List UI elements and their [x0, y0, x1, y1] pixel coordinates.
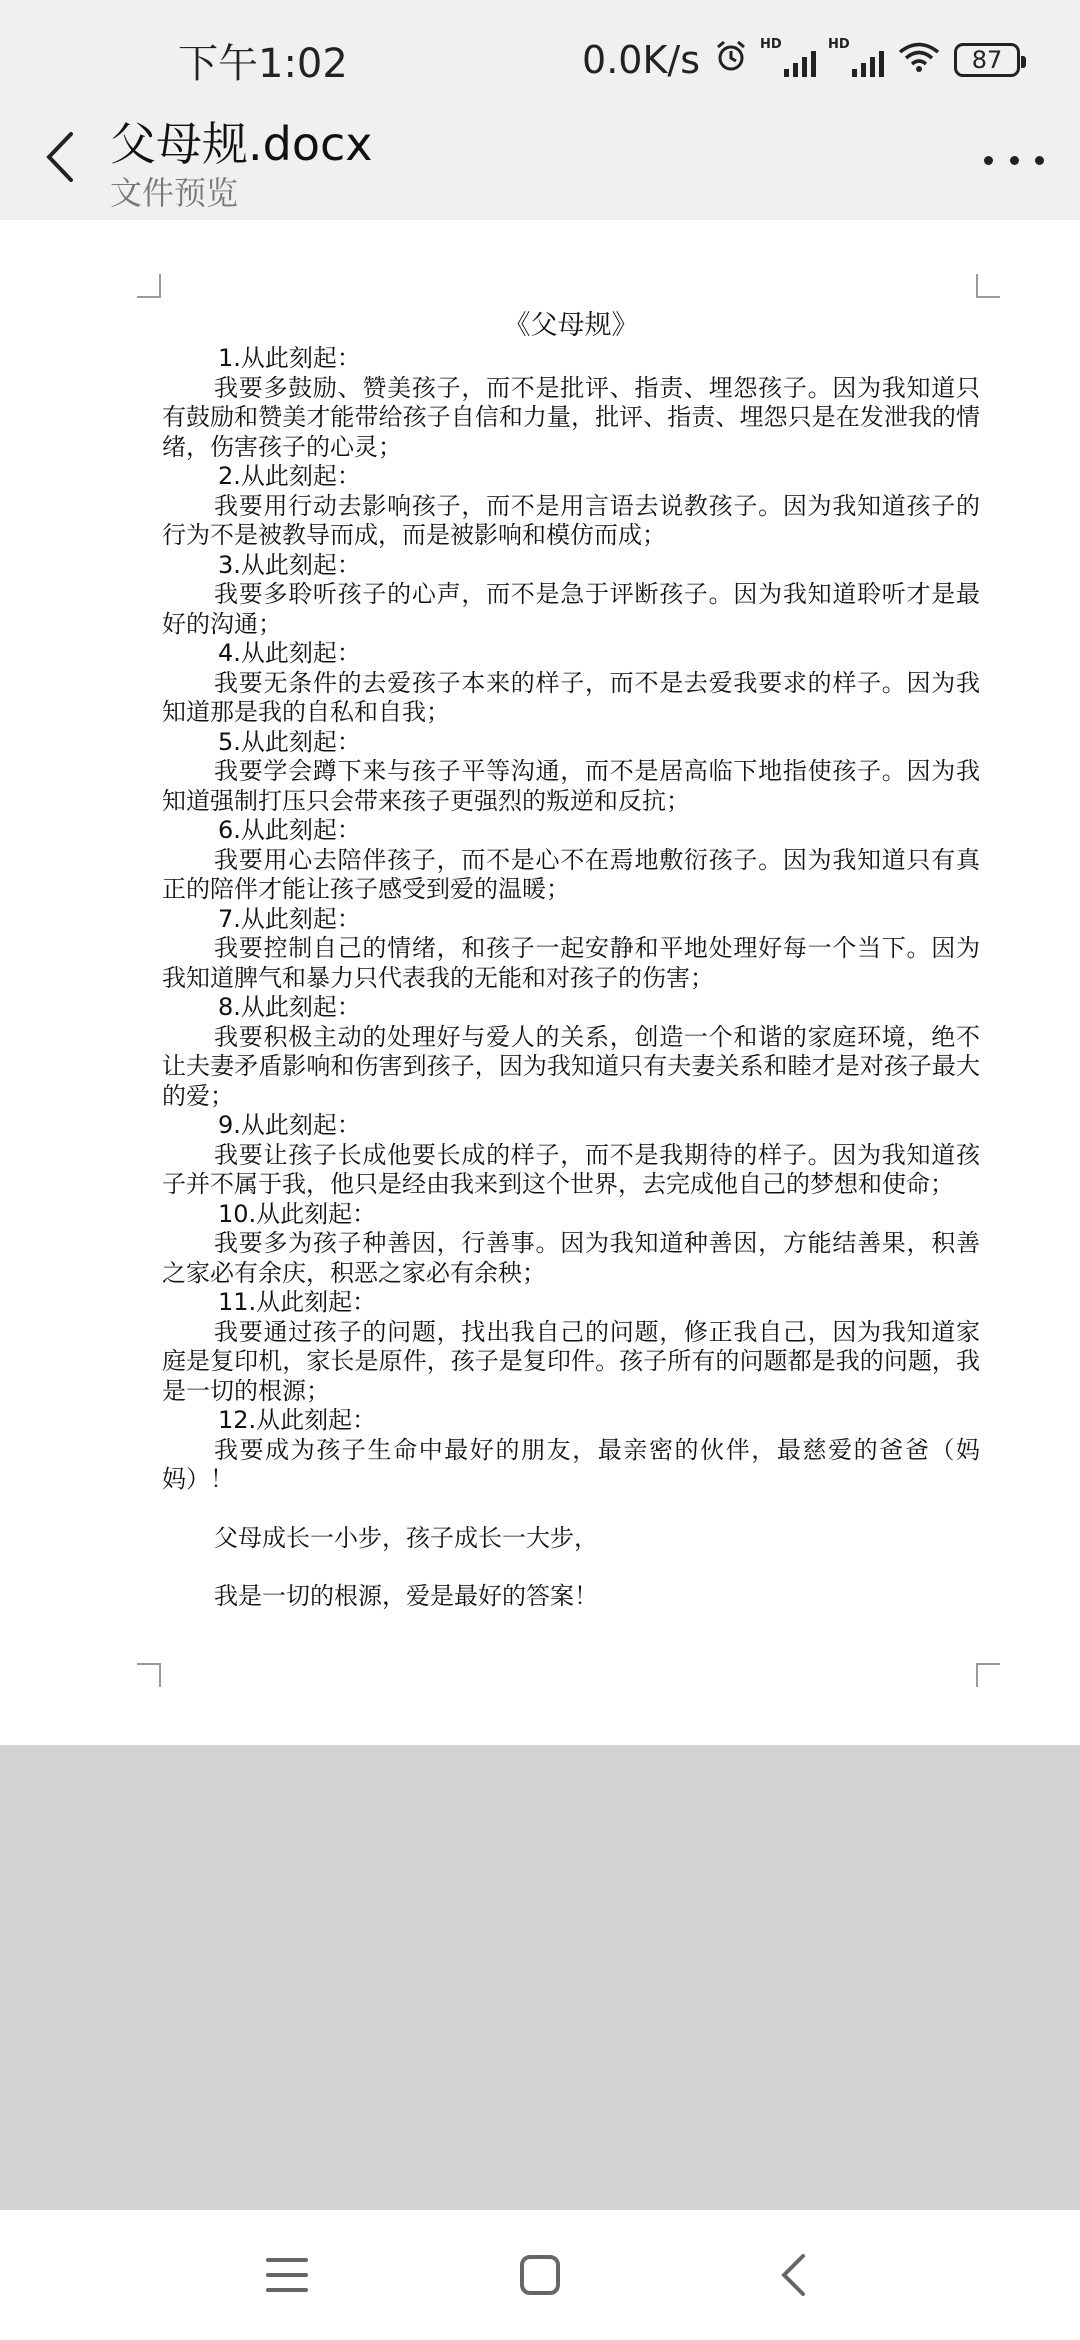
menu-button[interactable] [247, 2235, 327, 2315]
section-body: 我要用心去陪伴孩子，而不是心不在焉地敷衍孩子。因为我知道只有真正的陪伴才能让孩子感受到爱的温暖； [162, 845, 980, 903]
wifi-icon [898, 38, 940, 82]
nav-back-button[interactable] [753, 2235, 833, 2315]
section-heading: 3.从此刻起： [218, 550, 361, 579]
section-body: 我要积极主动的处理好与爱人的关系，创造一个和谐的家庭环境，绝不让夫妻矛盾影响和伤害到孩子，因为我知道只有夫妻关系和睦才是对孩子最大的爱； [162, 1022, 980, 1110]
hd-signal-icon: HD [830, 43, 884, 77]
section-heading: 6.从此刻起： [218, 816, 361, 844]
section-heading: 11.从此刻起： [218, 1288, 377, 1316]
document-title: 《父母规》 [503, 310, 639, 341]
section-heading: 9.从此刻起： [218, 1111, 361, 1139]
section-body: 我要多鼓励、赞美孩子，而不是批评、指责、埋怨孩子。因为我知道只有鼓励和赞美才能带给孩子自信和力量，批评、指责、埋怨只是在发泄我的情绪，伤害孩子的心灵； [162, 373, 980, 461]
menu-icon [265, 2255, 309, 2295]
section-body: 我要多为孩子种善因，行善事。因为我知道种善因，方能结善果，积善之家必有余庆，积恶之家必有余秧； [162, 1229, 980, 1287]
section-heading: 8.从此刻起： [218, 993, 361, 1021]
document-preview[interactable] [0, 220, 1080, 1745]
home-button[interactable] [500, 2235, 580, 2315]
section-body: 我要多聆听孩子的心声，而不是急于评断孩子。因为我知道聆听才是最好的沟通； [162, 580, 980, 638]
status-icons [582, 38, 1020, 82]
status-time: 下午1:02 [178, 40, 348, 87]
page-corner-mark [976, 274, 1000, 298]
section-body: 我要学会蹲下来与孩子平等沟通，而不是居高临下地指使孩子。因为我知道强制打压只会带来孩子更强烈的叛逆和反抗； [162, 757, 980, 815]
hd-signal-icon: HD [762, 43, 816, 77]
document-content [162, 308, 980, 1612]
back-icon [778, 2252, 808, 2298]
section-heading: 4.从此刻起： [218, 639, 361, 667]
home-square-icon [518, 2253, 562, 2297]
section-heading: 1.从此刻起： [218, 344, 361, 372]
section-body: 我要让孩子长成他要长成的样子，而不是我期待的样子。因为我知道孩子并不属于我，他只是经由我来到这个世界，去完成他自己的梦想和使命； [162, 1140, 980, 1198]
closing-line: 父母成长一小步，孩子成长一大步， [214, 1523, 598, 1552]
app-bar [0, 100, 1080, 220]
section-heading: 12.从此刻起： [218, 1406, 377, 1434]
alarm-icon [714, 38, 748, 82]
page-corner-mark [976, 1663, 1000, 1687]
chevron-left-icon [43, 130, 77, 184]
page-corner-mark [137, 274, 161, 298]
section-heading: 10.从此刻起： [218, 1199, 377, 1228]
system-nav-bar [0, 2210, 1080, 2340]
section-heading: 7.从此刻起： [218, 904, 361, 933]
page-corner-mark [137, 1663, 161, 1687]
more-options-button[interactable] [984, 140, 1044, 180]
section-body: 我要控制自己的情绪，和孩子一起安静和平地处理好每一个当下。因为我知道脾气和暴力只代表我的无能和对孩子的伤害； [162, 934, 980, 992]
section-body: 我要无条件的去爱孩子本来的样子，而不是去爱我要求的样子。因为我知道那是我的自私和自我； [162, 668, 980, 726]
net-speed: 0.0K/s [582, 38, 700, 82]
closing-line: 我是一切的根源，爱是最好的答案！ [214, 1582, 598, 1610]
battery-icon [954, 43, 1020, 77]
section-heading: 5.从此刻起： [218, 727, 361, 756]
section-body: 我要成为孩子生命中最好的朋友，最亲密的伙伴，最慈爱的爸爸（妈妈）！ [162, 1435, 980, 1493]
more-dot [1010, 156, 1019, 165]
empty-preview-background [0, 1745, 1080, 2210]
section-body: 我要用行动去影响孩子，而不是用言语去说教孩子。因为我知道孩子的行为不是被教导而成，而是被影响和模仿而成； [162, 491, 980, 549]
section-heading: 2.从此刻起： [218, 462, 361, 490]
section-body: 我要通过孩子的问题，找出我自己的问题，修正我自己，因为我知道家庭是复印机，家长是原件，孩子是复印件。孩子所有的问题都是我的问题，我是一切的根源； [162, 1317, 980, 1405]
file-subtitle: 文件预览 [110, 174, 239, 212]
back-button[interactable] [30, 122, 90, 192]
battery-level: 87 [971, 46, 1003, 74]
more-dot [1035, 156, 1044, 165]
more-dots-icon [984, 156, 993, 165]
file-title: 父母规.docx [110, 117, 373, 171]
